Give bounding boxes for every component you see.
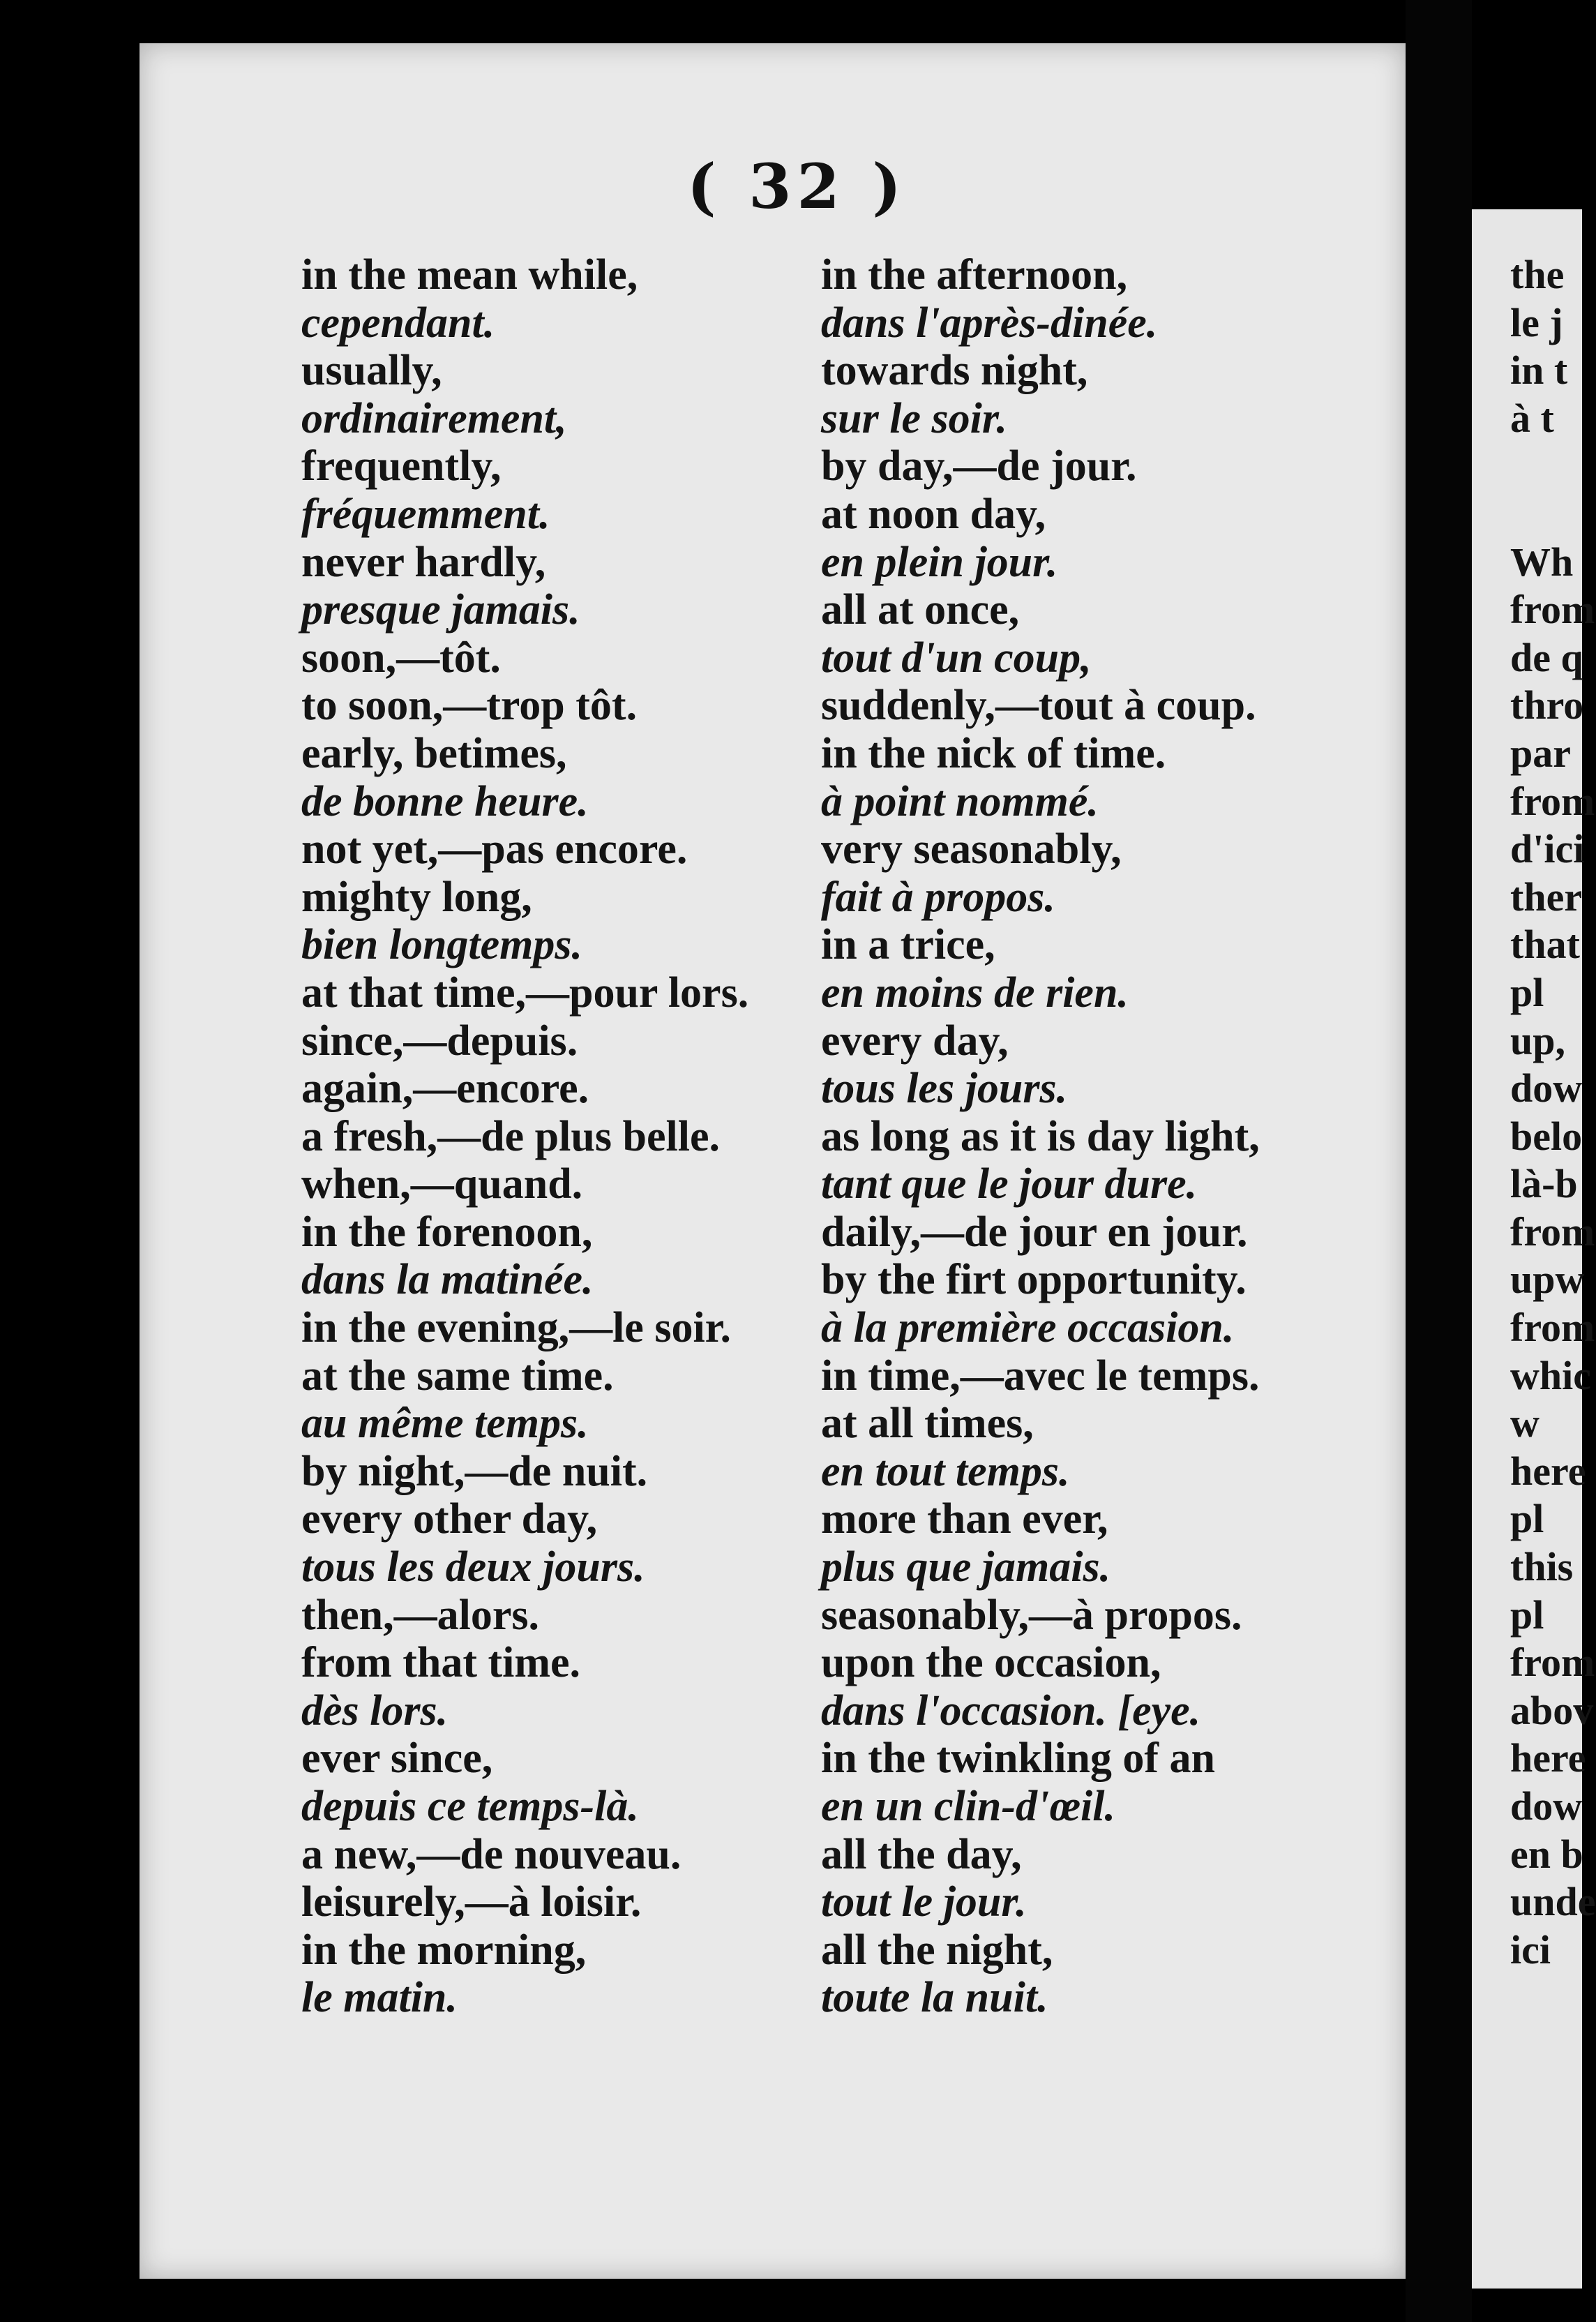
left-column-line: at the same time. bbox=[301, 1351, 614, 1400]
left-column-line: mighty long, bbox=[301, 873, 532, 921]
next-page-fragment: that bbox=[1510, 922, 1580, 968]
right-column-line: tout d'un coup, bbox=[821, 634, 1092, 682]
right-column-line: all the day, bbox=[821, 1830, 1022, 1878]
page-number: ( 32 ) bbox=[687, 150, 908, 223]
right-column-line: seasonably,—à propos. bbox=[821, 1591, 1242, 1639]
next-page-fragment: whic bbox=[1510, 1352, 1591, 1398]
right-column-line: very seasonably, bbox=[821, 825, 1122, 874]
left-column-line: in the evening,—le soir. bbox=[301, 1304, 732, 1352]
right-column-line: in time,—avec le temps. bbox=[821, 1351, 1260, 1400]
left-column-line: from that time. bbox=[301, 1639, 581, 1687]
left-column-line: fréquemment. bbox=[301, 490, 550, 538]
left-column-line: when,—quand. bbox=[301, 1160, 583, 1208]
right-column-line: at all times, bbox=[821, 1400, 1034, 1448]
left-column-line: early, betimes, bbox=[301, 729, 567, 777]
left-column-line: by night,—de nuit. bbox=[301, 1447, 648, 1495]
left-column-line: a new,—de nouveau. bbox=[301, 1830, 682, 1878]
right-column-line: tant que le jour dure. bbox=[821, 1160, 1198, 1208]
left-column-line: leisurely,—à loisir. bbox=[301, 1878, 642, 1926]
right-column-line: all at once, bbox=[821, 586, 1020, 634]
right-column-line: as long as it is day light, bbox=[821, 1112, 1260, 1160]
left-column-line: le matin. bbox=[301, 1974, 458, 2022]
next-page-fragment: d'ici bbox=[1510, 826, 1585, 872]
left-column-line: at that time,—pour lors. bbox=[301, 968, 749, 1017]
right-column-line: en un clin-d'œil. bbox=[821, 1783, 1116, 1830]
right-column-line: by day,—de jour. bbox=[821, 442, 1137, 490]
next-page-fragment: the bbox=[1510, 252, 1565, 297]
right-column-line: à la première occasion. bbox=[821, 1304, 1235, 1352]
next-page-fragment: upw bbox=[1510, 1257, 1585, 1303]
left-column-line: never hardly, bbox=[301, 538, 546, 586]
next-page-fragment: à t bbox=[1510, 395, 1554, 441]
left-column-line: usually, bbox=[301, 347, 442, 395]
left-column-line: every other day, bbox=[301, 1495, 598, 1543]
next-page-fragment: pl bbox=[1510, 1591, 1544, 1638]
left-column-line: again,—encore. bbox=[301, 1065, 589, 1113]
left-column-line: in the forenoon, bbox=[301, 1208, 593, 1256]
next-page-fragment: belo bbox=[1510, 1113, 1583, 1159]
left-column-line: ever since, bbox=[301, 1735, 493, 1783]
next-page-fragment: en b bbox=[1510, 1831, 1583, 1877]
next-page-fragment: from bbox=[1510, 778, 1595, 824]
right-column-line: at noon day, bbox=[821, 490, 1046, 538]
right-column-line: en moins de rien. bbox=[821, 968, 1129, 1017]
next-page-fragment: unde bbox=[1510, 1879, 1596, 1925]
right-column-line: dans l'après-dinée. bbox=[821, 299, 1158, 347]
right-column-line: sur le soir. bbox=[821, 394, 1008, 442]
right-column-line: en tout temps. bbox=[821, 1447, 1070, 1495]
next-page-fragment: from bbox=[1510, 1208, 1595, 1254]
next-page-fragment: in t bbox=[1510, 347, 1568, 394]
right-column-line: toute la nuit. bbox=[821, 1974, 1048, 2022]
next-page-fragment: dow bbox=[1510, 1783, 1583, 1829]
right-column-line: plus que jamais. bbox=[821, 1543, 1111, 1591]
right-column-line: in the twinkling of an bbox=[821, 1735, 1216, 1783]
right-column-line: daily,—de jour en jour. bbox=[821, 1208, 1248, 1256]
left-column-line: in the mean while, bbox=[301, 251, 638, 299]
left-column bbox=[301, 251, 748, 2022]
left-column-line: not yet,—pas encore. bbox=[301, 825, 688, 874]
next-page-fragment bbox=[1510, 490, 1596, 539]
right-column-line: more than ever, bbox=[821, 1495, 1108, 1543]
next-page-text bbox=[1510, 251, 1596, 1974]
next-page-fragment: le j bbox=[1510, 299, 1563, 345]
next-page-fragment: pl bbox=[1510, 969, 1544, 1015]
next-page-fragment: this bbox=[1510, 1544, 1574, 1590]
left-column-line: au même temps. bbox=[301, 1400, 589, 1448]
next-page-fragment: up, bbox=[1510, 1017, 1566, 1063]
right-column-line: in a trice, bbox=[821, 921, 995, 969]
next-page-fragment: here bbox=[1510, 1448, 1586, 1494]
left-column-line: a fresh,—de plus belle. bbox=[301, 1112, 720, 1160]
next-page-fragment: thro bbox=[1510, 682, 1584, 728]
book-gutter bbox=[1406, 0, 1472, 2322]
left-column-line: in the morning, bbox=[301, 1926, 587, 1974]
next-page-fragment: from bbox=[1510, 587, 1595, 633]
next-page-fragment: abov bbox=[1510, 1687, 1594, 1733]
right-column-line: by the firt opportunity. bbox=[821, 1256, 1247, 1304]
next-page-fragment: from bbox=[1510, 1305, 1595, 1351]
left-column-line: cependant. bbox=[301, 299, 495, 347]
right-column-line: every day, bbox=[821, 1017, 1009, 1065]
left-column-line: depuis ce temps-là. bbox=[301, 1783, 639, 1830]
right-column-line: upon the occasion, bbox=[821, 1639, 1161, 1687]
right-column-line: suddenly,—tout à coup. bbox=[821, 682, 1256, 730]
left-column-line: de bonne heure. bbox=[301, 777, 589, 825]
left-column-line: since,—depuis. bbox=[301, 1017, 578, 1065]
left-column-line: presque jamais. bbox=[301, 586, 580, 634]
right-column-line: tout le jour. bbox=[821, 1878, 1027, 1926]
left-column-line: dans la matinée. bbox=[301, 1256, 594, 1304]
left-column-line: then,—alors. bbox=[301, 1591, 539, 1639]
next-page-fragment: ici bbox=[1510, 1926, 1551, 1972]
left-column-line: soon,—tôt. bbox=[301, 634, 501, 682]
right-column bbox=[821, 251, 1260, 2022]
next-page-fragment: dow bbox=[1510, 1065, 1583, 1111]
right-column-line: fait à propos. bbox=[821, 873, 1055, 921]
next-page-fragment: ther bbox=[1510, 874, 1583, 920]
next-page-fragment bbox=[1510, 442, 1596, 490]
next-page-fragment: de q bbox=[1510, 634, 1583, 680]
left-column-line: bien longtemps. bbox=[301, 921, 583, 969]
left-column-line: dès lors. bbox=[301, 1686, 449, 1735]
left-column-line: frequently, bbox=[301, 442, 502, 490]
next-page-fragment: here bbox=[1510, 1735, 1586, 1781]
right-column-line: en plein jour. bbox=[821, 538, 1058, 586]
next-page-fragment: là-b bbox=[1510, 1161, 1578, 1207]
right-column-line: à point nommé. bbox=[821, 777, 1099, 825]
right-column-line: towards night, bbox=[821, 347, 1088, 395]
left-column-line: ordinairement, bbox=[301, 394, 567, 442]
right-column-line: in the nick of time. bbox=[821, 729, 1166, 777]
left-column-line: to soon,—trop tôt. bbox=[301, 682, 638, 730]
right-column-line: tous les jours. bbox=[821, 1065, 1068, 1113]
right-column-line: all the night, bbox=[821, 1926, 1053, 1974]
next-page-fragment: Wh bbox=[1510, 539, 1574, 585]
next-page-fragment: pl bbox=[1510, 1496, 1544, 1542]
right-column-line: dans l'occasion. [eye. bbox=[821, 1686, 1201, 1735]
next-page-fragment: w bbox=[1510, 1400, 1539, 1446]
next-page-fragment: from bbox=[1510, 1640, 1595, 1686]
left-column-line: tous les deux jours. bbox=[301, 1543, 645, 1591]
right-column-line: in the afternoon, bbox=[821, 251, 1128, 299]
next-page-fragment: par bbox=[1510, 730, 1571, 776]
